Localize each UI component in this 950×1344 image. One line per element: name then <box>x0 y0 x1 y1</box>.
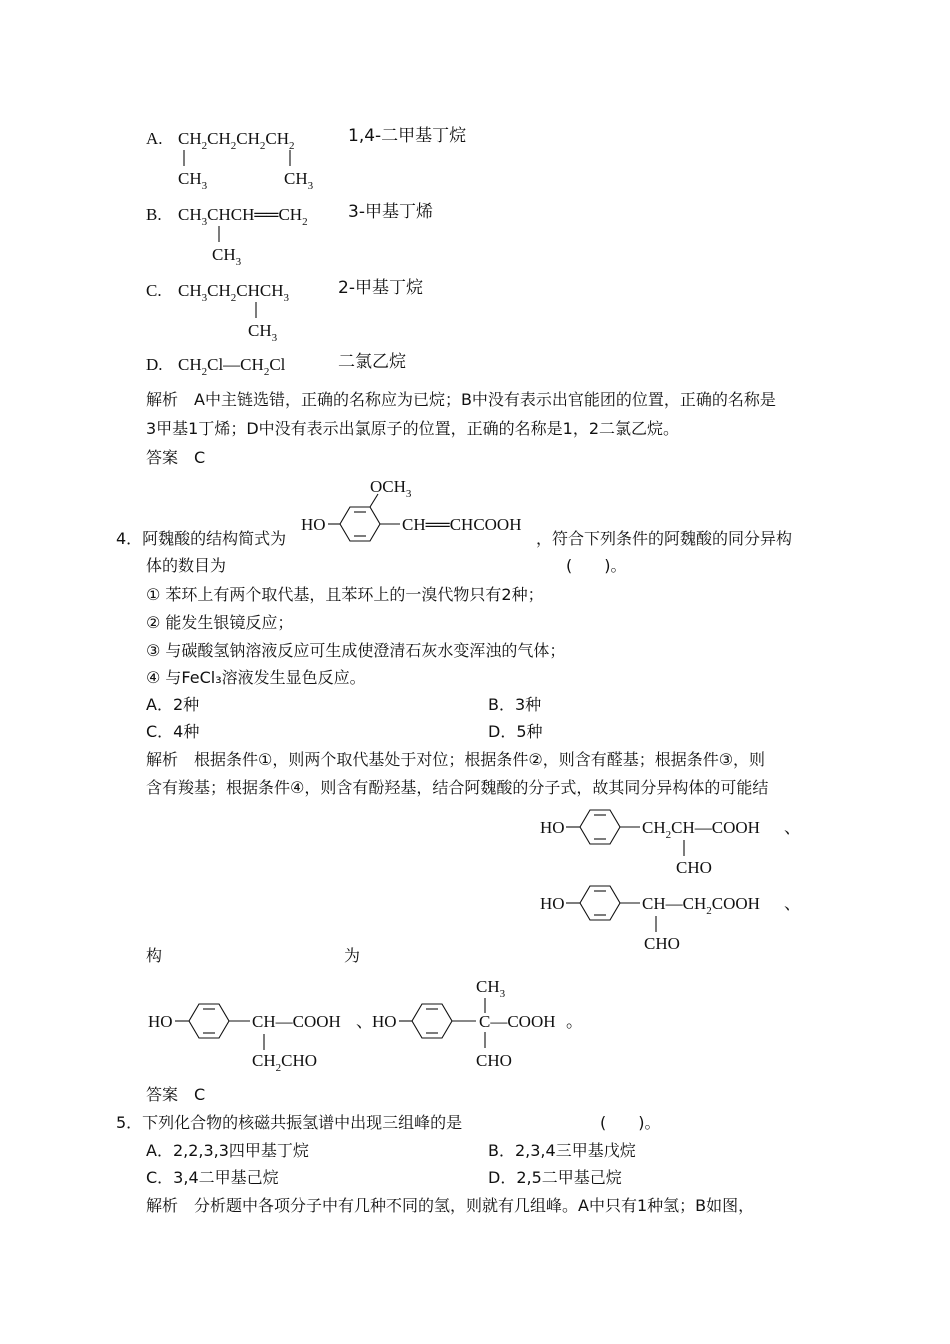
svg-text:CH—CH2COOH: $CH—CH_2COOH$ <box>642 894 760 917</box>
q3-answer: 答案 C <box>146 448 206 467</box>
svg-text:CH3: $CH_3$ <box>476 977 506 1000</box>
option-c-name: 2-甲基丁烷 <box>338 278 423 298</box>
q4-choice-c: C．4种 <box>146 722 200 741</box>
option-d-name: 二氯乙烷 <box>338 352 406 372</box>
svg-text:CH3: $CH_3$ <box>248 321 278 344</box>
option-d-label: D. <box>146 355 163 374</box>
svg-text:CH3: $CH_3$ <box>178 169 208 192</box>
svg-text:CHO: CHO <box>644 934 680 953</box>
option-d-formula: $CH_2Cl—CH_2Cl$ <box>178 355 286 378</box>
svg-text:HO: HO <box>301 515 326 534</box>
q4-stem-line2: 体的数目为 <box>146 556 227 575</box>
q4-condition-4: ④ 与FeCl₃溶液发生显色反应。 <box>146 668 366 687</box>
q5-stem: 5．下列化合物的核磁共振氢谱中出现三组峰的是 <box>116 1113 463 1132</box>
option-c-label: C. <box>146 281 162 300</box>
option-a-formula: $CH_2CH_2CH_2CH_2$ <box>178 129 295 152</box>
svg-text:CH══CHCOOH: CH══CHCOOH <box>402 515 522 534</box>
q4-stem-start: 4．阿魏酸的结构简式为 <box>116 529 287 548</box>
isomer-sep-3: 、 <box>356 1012 373 1031</box>
svg-text:CH3: $CH_3$ <box>212 245 242 268</box>
isomer-period: 。 <box>566 1012 583 1031</box>
q4-analysis-line1: 解析 根据条件①，则两个取代基处于对位；根据条件②，则含有醛基；根据条件③，则 <box>146 750 766 769</box>
q4-condition-2: ② 能发生银镜反应； <box>146 613 294 632</box>
option-b-label: B. <box>146 205 162 224</box>
svg-text:CH—COOH: CH—COOH <box>252 1012 341 1031</box>
q4-choice-d: D．5种 <box>488 722 543 741</box>
option-b-name: 3-甲基丁烯 <box>348 202 433 222</box>
q4-wei: 为 <box>344 946 361 965</box>
svg-text:CHO: CHO <box>476 1051 512 1070</box>
q3-analysis-line2: 3甲基1丁烯；D中没有表示出氯原子的位置，正确的名称是1，2二氯乙烷。 <box>146 419 680 438</box>
isomer-sep-2: 、 <box>784 894 801 913</box>
svg-text:CH2CH—COOH: $CH_2CH—COOH$ <box>642 818 760 841</box>
isomer-sep-1: 、 <box>784 818 801 837</box>
q5-choice-c: C．3,4二甲基己烷 <box>146 1168 279 1187</box>
q4-condition-3: ③ 与碳酸氢钠溶液反应可生成使澄清石灰水变浑浊的气体； <box>146 641 566 660</box>
q4-stem-end: ，符合下列条件的阿魏酸的同分异构 <box>536 529 793 548</box>
q4-answer: 答案 C <box>146 1085 206 1104</box>
svg-text:HO: HO <box>540 818 565 837</box>
svg-text:HO: HO <box>148 1012 173 1031</box>
option-a-label: A. <box>146 129 163 148</box>
q5-choice-b: B．2,3,4三甲基戊烷 <box>488 1141 636 1160</box>
q4-condition-1: ① 苯环上有两个取代基，且苯环上的一溴代物只有2种； <box>146 585 544 604</box>
q4-choice-b: B．3种 <box>488 695 542 714</box>
option-c-formula: $CH_3CH_2CHCH_3$ <box>178 281 289 304</box>
q4-choice-a: A．2种 <box>146 695 200 714</box>
q5-paren: ( )。 <box>600 1113 661 1132</box>
q4-paren: ( )。 <box>566 556 627 575</box>
svg-text:HO: HO <box>540 894 565 913</box>
svg-text:CHO: CHO <box>676 858 712 877</box>
q5-choice-a: A．2,2,3,3四甲基丁烷 <box>146 1141 309 1160</box>
svg-text:CH3: $CH_3$ <box>284 169 314 192</box>
option-b-formula: $CH_3CHCH══CH_2$ <box>178 205 308 228</box>
q5-choice-d: D．2,5二甲基己烷 <box>488 1168 622 1187</box>
q4-analysis-line2: 含有羧基；根据条件④，则含有酚羟基，结合阿魏酸的分子式，故其同分异构体的可能结 <box>146 778 769 797</box>
svg-text:OCH3: $OCH_3$ <box>370 477 412 500</box>
q5-analysis: 解析 分析题中各项分子中有几种不同的氢，则就有几组峰。A中只有1种氢；B如图， <box>146 1196 755 1215</box>
svg-text:CH2CHO: $CH_2CHO$ <box>252 1051 318 1074</box>
q4-gou: 构 <box>146 946 163 965</box>
option-a-name: 1,4-二甲基丁烷 <box>348 126 467 146</box>
svg-text:C—COOH: C—COOH <box>479 1012 556 1031</box>
svg-text:HO: HO <box>372 1012 397 1031</box>
q3-analysis-line1: 解析 A中主链选错，正确的名称应为已烷；B中没有表示出官能团的位置，正确的名称是 <box>146 390 776 409</box>
